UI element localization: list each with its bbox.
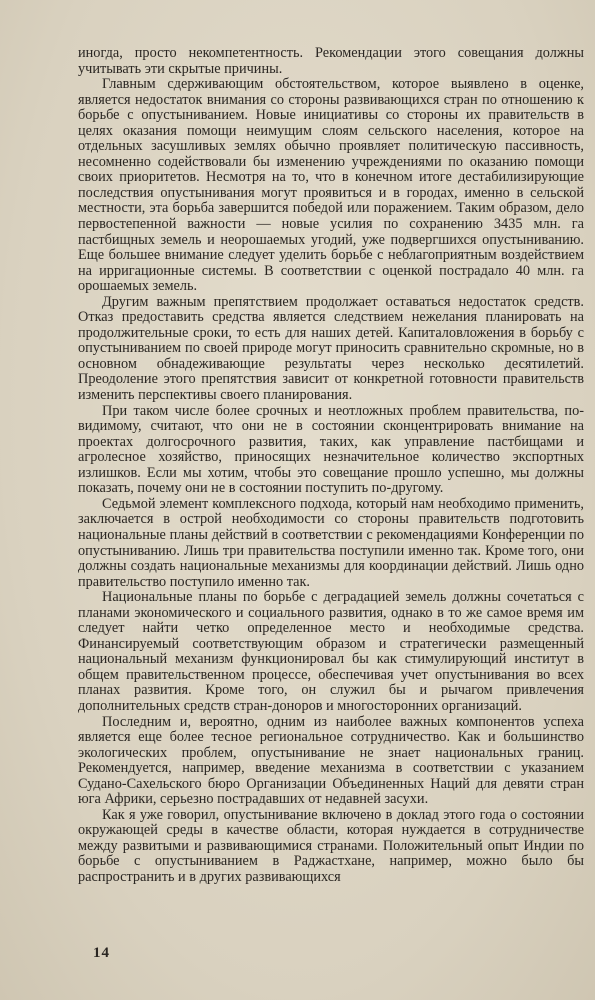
page-number: 14 [93, 945, 110, 961]
paragraph-6: Национальные планы по борьбе с деградацией земель должны сочетаться с планами экономического и социального развития, однако в то же самое время им следует найти четко определенное место и необходимые средства. Финансируемый соответствующим образом и стратегически размещенный национальный механизм функционировал бы как стимулирующий институт в общем правительственном процессе, обеспечивая учет опустынивания во всех планах развития. Кроме того, он служил бы и рычагом привлечения дополнительных средств стран-доноров и многосторонних организаций. [78, 589, 584, 714]
paragraph-8: Как я уже говорил, опустынивание включено в доклад этого года о состоянии окружающей среды в качестве области, которая нуждается в сотрудничестве между развитыми и развивающимися странами. Положительный опыт Индии по борьбе с опустыниванием в Раджастхане, например, можно было бы распространить и в других развивающихся [78, 806, 584, 885]
paragraph-4: При таком числе более срочных и неотложных проблем правительства, по-видимому, считают, что они не в состоянии сконцентрировать внимание на проектах долгосрочного развития, таких, как управление пастбищами и агролесное хозяйство, приносящих незначительное количество экспортных излишков. Если мы хотим, чтобы это совещание прошло успешно, мы должны показать, почему они не в состоянии поступить по-другому. [78, 402, 584, 497]
body-text [78, 46, 584, 886]
paragraph-7: Последним и, вероятно, одним из наиболее важных компонентов успеха является еще более тесное региональное сотрудничество. Как и большинство экологических проблем, опустынивание не знает национальных границ. Рекомендуется, например, введение механизма в соответствии с указанием Судано-Сахельского бюро Организации Объединенных Наций для девяти стран юга Африки, серьезно пострадавших от недавней засухи. [78, 713, 584, 808]
paragraph-1: иногда, просто некомпетентность. Рекомендации этого совещания должны учитывать эти скрытые причины. [78, 45, 584, 77]
paragraph-5: Седьмой элемент комплексного подхода, который нам необходимо применить, заключается в острой необходимости со стороны правительств подготовить национальные планы действий в соответствии с рекомендациями Конференции по опустыниванию. Лишь три правительства поступили именно так. Кроме того, они должны создать национальные механизмы для координации действий. Лишь одно правительство поступило именно так. [78, 495, 584, 590]
paragraph-2: Главным сдерживающим обстоятельством, которое выявлено в оценке, является недостаток внимания со стороны развивающихся стран по отношению к борьбе с опустыниванием. Новые инициативы со стороны их правительств в целях оказания помощи неимущим слоям сельского населения, которое на отдельных засушливых землях обычно проявляет политическую пассивность, несомненно содействовали бы изменению учреждениями по оказанию помощи своих приоритетов. Несмотря на то, что в конечном итоге дестабилизирующие последствия опустынивания могут проявиться и в городах, именно в сельской местности, эта борьба завершится победой или поражением. Таким образом, дело первостепенной важности — новые усилия по сохранению 3435 млн. га пастбищных земель и неорошаемых угодий, уже подвергшихся опустыниванию. Еще большее внимание следует уделить борьбе с неблагоприятным воздействием на ирригационные системы. В соответствии с оценкой пострадало 40 млн. га орошаемых земель. [78, 76, 584, 295]
paragraph-3: Другим важным препятствием продолжает оставаться недостаток средств. Отказ предоставить средства является следствием нежелания планировать на продолжительные сроки, то есть для наших детей. Капиталовложения в борьбу с опустыниванием по своей природе могут приносить сравнительно скромные, но в основном обнадеживающие результаты через несколько десятилетий. Преодоление этого препятствия зависит от конкретной готовности правительств изменить перспективы своего планирования. [78, 293, 584, 404]
